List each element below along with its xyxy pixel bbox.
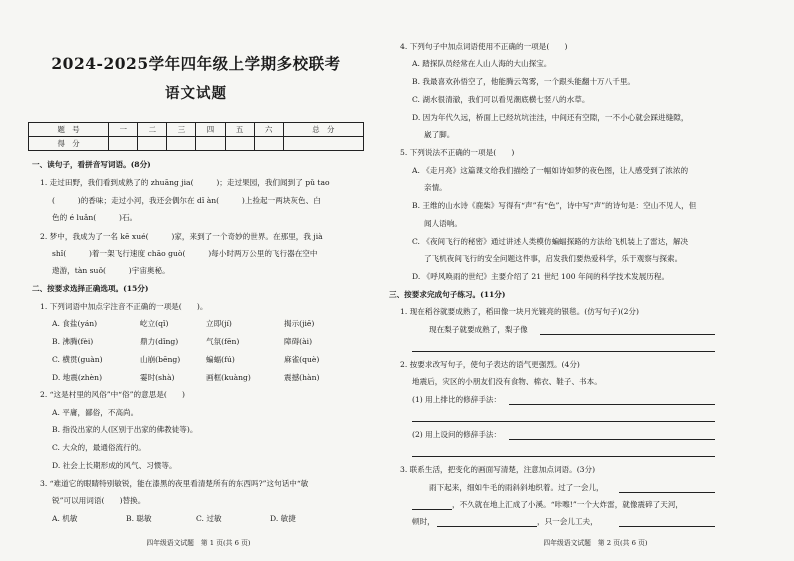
q3-option: B. 聪敏 [126,514,152,523]
q5-option-c-cont: 了飞机夜间飞行的安全问题这件事，启发我们要热爱科学，乐于观察与探索。 [424,254,683,263]
section-3-title: 三、按要求完成句子练习。(11分) [389,290,506,299]
score-table [28,122,364,151]
q4-option-b: B. 我最喜欢孙悟空了，他能腾云驾雾，一个跟头能翻十万八千里。 [412,77,636,86]
score-cell[interactable] [254,137,283,151]
q3-option: D. 敏捷 [270,514,296,523]
page-footer: 四年级语文试题 第 1 页(共 6 页) [146,539,251,547]
answer-line[interactable] [509,404,715,405]
option-cell: 揭示(jiē) [284,319,315,328]
s3-question-3: 3. 联系生活，把变化的画面写清楚，注意加点词语。(3分) [400,465,596,474]
option-cell: 鼎力(dǐng) [140,337,179,346]
answer-line[interactable] [619,526,715,527]
s3-q1-prompt: 现在梨子就要成熟了，梨子像 [429,325,528,334]
s3-q2-part-2: (2) 用上设问的修辞手法： [412,430,502,439]
option-cell: C. 横贯(guàn) [52,355,103,364]
s3-q3-text: ，不久就在地上汇成了小溪。“咔嚓!”一个大炸雷，就像震碎了天河， [452,500,684,509]
option-cell: 画框(kuàng) [206,373,251,382]
exam-title: 2024-2025学年四年级上学期多校联考 [51,54,341,73]
page-2 [389,0,794,561]
q5-option-c: C. 《夜间飞行的秘密》通过讲述人类模仿蝙蝠探路的方法给飞机装上了雷达，解决 [412,237,689,246]
score-table-header: 四 [196,123,225,137]
q4-option-d-cont: 崴了脚。 [424,130,455,139]
answer-line[interactable] [437,526,537,527]
score-cell[interactable] [167,137,196,151]
score-table-header: 五 [225,123,254,137]
page-footer: 四年级语文试题 第 2 页(共 6 页) [543,539,648,547]
answer-line[interactable] [412,509,452,510]
option-cell: 障碍(ài) [284,337,313,346]
option-cell: 霎时(shà) [140,373,175,382]
s1-line: 1. 走过田野，我们看到成熟了的 zhuāng jia( )；走过果园，我们闻到了 pǔ tao [40,178,330,187]
score-row-label: 得 分 [29,137,109,151]
s1-line: 色的 é luǎn( )石。 [52,213,138,222]
q4-option-d: D. 因为年代久远，桥面上已经坑坑洼洼，中间还有空隙，一不小心就会踩进缝隙， [412,113,689,122]
s1-line: ( )的香味；走过小河，我还会偶尔在 dǐ àn( )上捡起一两块灰色、白 [52,196,321,205]
section-1-title: 一、读句子，看拼音写词语。(8分) [32,160,151,169]
option-cell: 震撼(hàn) [284,373,320,382]
q3-option: A. 机敏 [52,514,78,523]
q5-option-a: A. 《走月亮》这篇课文给我们描绘了一幅如诗如梦的夜色图，让人感受到了浓浓的 [412,166,689,175]
option-cell: B. 沸腾(fèi) [52,337,94,346]
q2-option: D. 社会上长期形成的风气、习惯等。 [52,461,177,470]
answer-line[interactable] [540,334,715,335]
option-cell: D. 地震(zhèn) [52,373,103,382]
q3-option: C. 过敏 [196,514,222,523]
s2-question-2: 2. “这是村里的风俗”中“俗”的意思是( ) [40,390,186,399]
option-cell: 山崩(bēng) [140,355,181,364]
answer-line[interactable] [412,456,715,457]
s3-q3-text: 顿时， [412,517,435,526]
section-2-title: 二、按要求选择正确选项。(15分) [32,284,149,293]
s3-question-2: 2. 按要求改写句子，使句子表达的语气更强烈。(4分) [400,360,580,369]
s2-question-1: 1. 下列词语中加点字注音不正确的一项是( )。 [40,302,208,311]
q5-option-d: D. 《呼风唤雨的世纪》主要介绍了 21 世纪 100 年间的科学技术发展历程。 [412,272,670,281]
score-table-header: 一 [109,123,138,137]
option-cell: 麻雀(què) [284,355,320,364]
s3-q3-text: 雨下起来，细如牛毛的雨斜斜地织着。过了一会儿， [429,483,604,492]
score-table-score-row [29,137,364,151]
s1-line: 2. 梦中，我成为了一名 kē xué( )家，来到了一个奇妙的世界。在那里，我 jià [40,232,323,241]
exam-subtitle: 语文试题 [165,85,227,102]
option-cell: 蝙蝠(fú) [206,355,235,364]
s3-q2-part-1: (1) 用上排比的修辞手法： [412,395,502,404]
option-cell: 立即(jí) [206,319,232,328]
score-cell[interactable] [138,137,167,151]
q4-option-c: C. 湖水很清澈，我们可以看见潮底横七竖八的水草。 [412,95,590,104]
option-cell: A. 食盐(yán) [52,319,98,328]
option-cell: 气氛(fēn) [206,337,240,346]
s2-question-3-cont: 锐”可以用词语( )替换。 [52,496,146,505]
s2-question-3: 3. “难道它的眼睛特别敏锐，能在漆黑的夜里看清楚所有的东西吗?”这句话中“敏 [40,479,309,488]
q2-option: C. 大众的，最通俗流行的。 [52,443,146,452]
score-cell[interactable] [225,137,254,151]
s3-question-1: 1. 现在稻谷就要成熟了，稻田像一块月光镀亮的银毯。(仿写句子)(2分) [400,307,639,316]
q5-option-b-cont: 闻人语响。 [424,219,462,228]
answer-line[interactable] [412,421,715,422]
score-cell[interactable] [196,137,225,151]
score-table-header-row [29,123,364,137]
answer-line[interactable] [619,492,715,493]
score-table-header: 六 [254,123,283,137]
score-table-header: 题 号 [29,123,109,137]
s3-q3-text: ，只一会儿工夫， [537,517,598,526]
answer-line[interactable] [509,439,715,440]
q5-stem: 5. 下列说法不正确的一项是( ) [400,148,515,157]
q2-option: A. 平庸，鄙俗，不高尚。 [52,408,139,417]
q5-option-b: B. 王维的山水诗《鹿柴》写得有“声”有“色”，诗中写“声”的诗句是：空山不见人，但 [412,201,697,210]
q2-option: B. 指没出家的人(区别于出家的佛教徒等)。 [52,425,198,434]
q4-stem: 4. 下列句子中加点词语使用不正确的一项是( ) [400,42,568,51]
score-table-header: 三 [167,123,196,137]
s1-line: 遨游，tàn suǒ( )宇宙奥秘。 [52,266,170,275]
score-cell[interactable] [109,137,138,151]
q5-option-a-cont: 亲情。 [424,183,447,192]
s3-q2-text: 地震后，灾区的小朋友们没有食物、棉衣、鞋子、书本。 [412,377,602,386]
s1-line: shǐ( )着一架飞行速度 chāo guò( )每小时两万公里的飞行器在空中 [52,249,318,258]
score-table-header: 总 分 [283,123,363,137]
score-cell[interactable] [283,137,363,151]
answer-line[interactable] [412,351,715,352]
q4-option-a: A. 踏探队员经常在人山人海的大山探宝。 [412,59,552,68]
score-table-header: 二 [138,123,167,137]
option-cell: 屹立(qǐ) [140,319,169,328]
